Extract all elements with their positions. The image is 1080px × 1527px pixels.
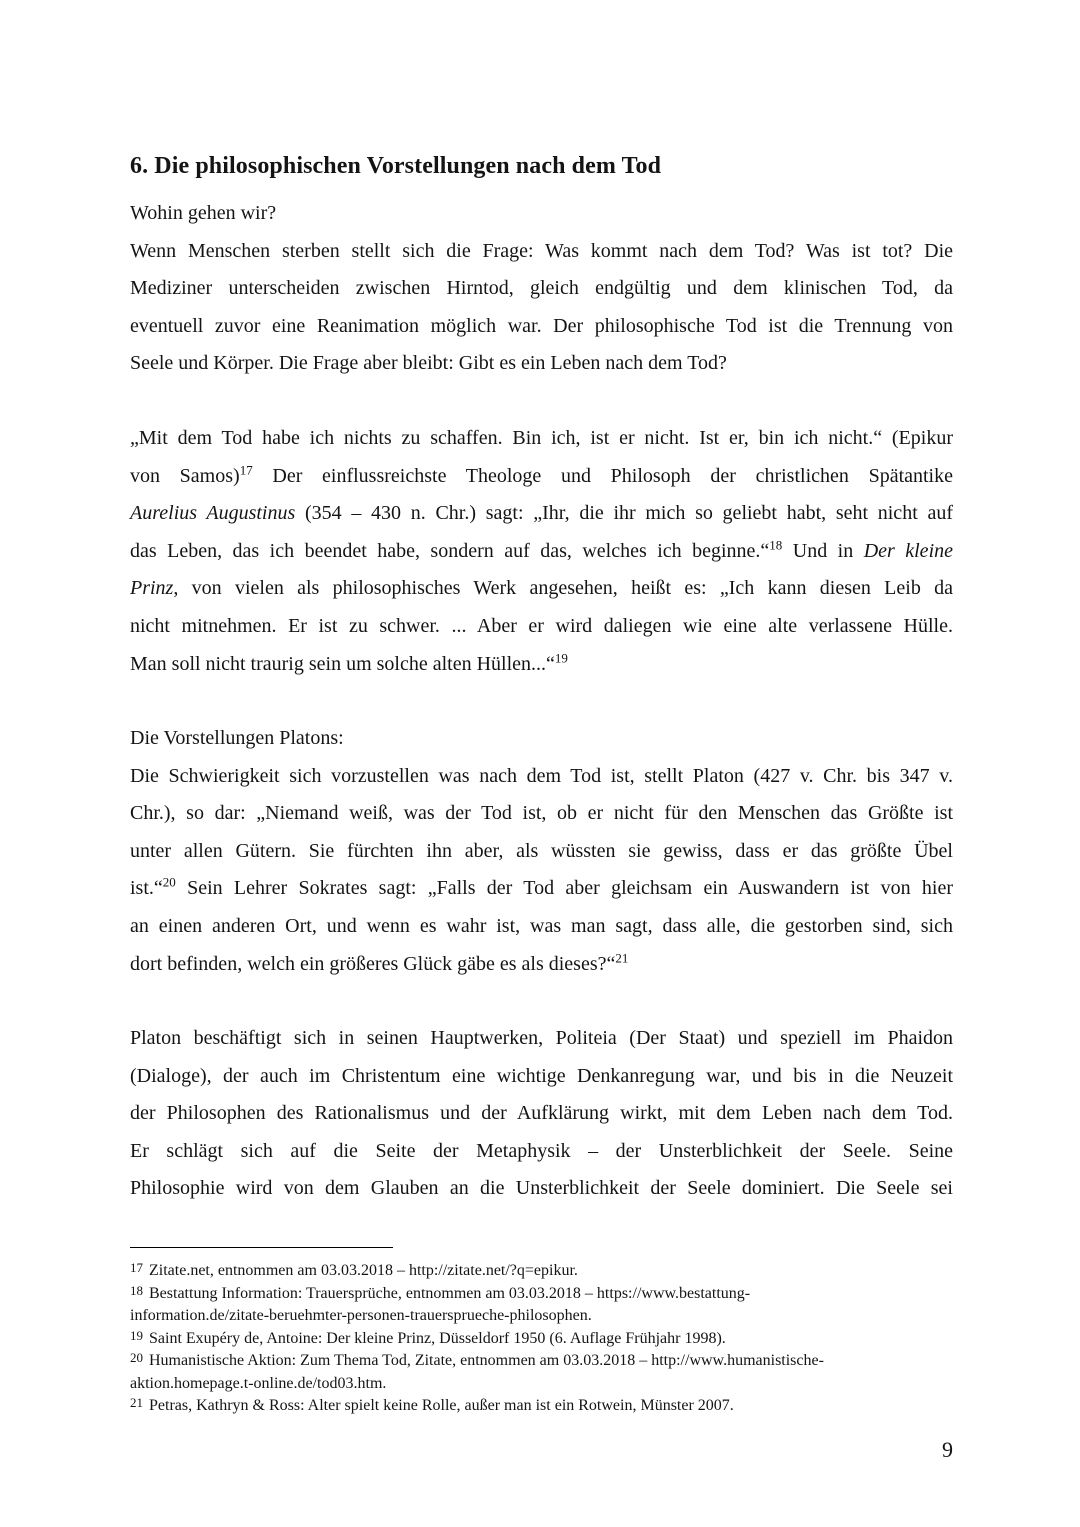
text-line <box>130 495 953 533</box>
text-line: Chr.), so dar: „Niemand weiß, was der Tod ist, ob er nicht für den Menschen das Größte ist <box>130 802 953 825</box>
footnote-ref[interactable]: 21 <box>615 949 629 965</box>
footnote-text: Zitate.net, entnommen am 03.03.2018 – http://zitate.net/?q=epikur. <box>149 1262 578 1279</box>
footnote-divider <box>130 1247 393 1248</box>
footnote-text: Saint Exupéry de, Antoine: Der kleine Prinz, Düsseldorf 1950 (6. Auflage Frühjahr 1998). <box>149 1329 726 1347</box>
footnote-19 <box>130 1328 960 1351</box>
text-line: Die Schwierigkeit sich vorzustellen was nach dem Tod ist, stellt Platon (427 v. Chr. bis 347 v. <box>130 764 953 787</box>
paragraph-intro <box>130 195 953 383</box>
subheading: Wohin gehen wir? <box>130 202 277 224</box>
text-line: (Dialoge), der auch im Christentum eine wichtige Denkanregung war, und bis in die Neuzeit <box>130 1064 953 1087</box>
text-line: nicht mitnehmen. Er ist zu schwer. ... Aber er wird daliegen wie eine alte verlassene Hülle. <box>130 614 953 637</box>
footnote-text: Petras, Kathryn & Ross: Alter spielt keine Rolle, außer man ist ein Rotwein, Münster 2007. <box>149 1397 734 1414</box>
footnote-18 <box>130 1283 960 1328</box>
text-fragment: Man soll nicht traurig sein um solche alten Hüllen...“ <box>130 652 555 675</box>
section-heading: 6. Die philosophischen Vorstellungen nach dem Tod <box>130 153 662 179</box>
text-line: der Philosophen des Rationalismus und der Aufklärung wirkt, mit dem Leben nach dem Tod. <box>130 1102 953 1125</box>
book-title: Prinz <box>130 577 174 600</box>
text-fragment: (354 – 430 n. Chr.) sagt: „Ihr, die ihr mich so geliebt habt, seht nicht auf <box>295 502 953 525</box>
footnote-21 <box>130 1395 960 1418</box>
text-line: unter allen Gütern. Sie fürchten ihn aber, als wüssten sie gewiss, dass er das größte Übel <box>130 839 953 862</box>
text-line <box>130 570 953 608</box>
text-line: Platon beschäftigt sich in seinen Hauptwerken, Politeia (Der Staat) und speziell im Phaidon <box>130 1027 953 1049</box>
footnote-20 <box>130 1350 960 1395</box>
footnote-text-cont: information.de/zitate-beruehmter-personen-trauersprueche-philosophen. <box>130 1307 592 1324</box>
text-line <box>130 870 953 908</box>
paragraph-metaphysik <box>130 1020 953 1208</box>
text-line: Er schlägt sich auf die Seite der Metaphysik – der Unsterblichkeit der Seele. Seine <box>130 1139 953 1162</box>
text-fragment: Und in <box>782 539 864 562</box>
text-line: Wenn Menschen sterben stellt sich die Frage: Was kommt nach dem Tod? Was ist tot? Die <box>130 239 953 262</box>
text-line <box>130 533 953 571</box>
text-fragment: , von vielen als philosophisches Werk angesehen, heißt es: „Ich kann diesen Leib da <box>173 577 953 600</box>
text-line: Philosophie wird von dem Glauben an die Unsterblichkeit der Seele dominiert. Die Seele sei <box>130 1177 953 1200</box>
text-fragment: ist.“ <box>130 877 163 900</box>
footnote-17 <box>130 1260 960 1283</box>
text-fragment: Sein Lehrer Sokrates sagt: „Falls der Tod aber gleichsam ein Auswandern ist von hier <box>175 877 953 900</box>
footnote-number: 19 <box>130 1327 143 1343</box>
footnote-ref[interactable]: 17 <box>239 461 253 477</box>
text-line: „Mit dem Tod habe ich nichts zu schaffen. Bin ich, ist er nicht. Ist er, bin ich nicht.“ (Epikur <box>130 427 953 449</box>
page-number: 9 <box>942 1437 953 1462</box>
paragraph-title: Die Vorstellungen Platons: <box>130 727 344 749</box>
footnotes <box>130 1260 960 1418</box>
footnote-text: Bestattung Information: Trauersprüche, entnommen am 03.03.2018 – https://www.bestattung- <box>149 1284 751 1302</box>
paragraph-platon <box>130 720 953 983</box>
text-line: Mediziner unterscheiden zwischen Hirntod, gleich endgültig und dem klinischen Tod, da <box>130 277 953 300</box>
book-title: Der kleine <box>863 539 953 562</box>
footnote-number: 18 <box>130 1282 143 1298</box>
text-fragment: dort befinden, welch ein größeres Glück gäbe es als dieses?“ <box>130 952 616 975</box>
text-line: an einen anderen Ort, und wenn es wahr ist, was man sagt, dass alle, die gestorben sind, sich <box>130 914 953 937</box>
footnote-ref[interactable]: 20 <box>162 874 176 890</box>
footnote-ref[interactable]: 18 <box>769 537 783 553</box>
footnote-number: 21 <box>130 1395 143 1410</box>
paragraph-quotes <box>130 420 953 683</box>
footnote-ref[interactable]: 19 <box>554 649 568 665</box>
text-line <box>130 646 953 684</box>
text-fragment: das Leben, das ich beendet habe, sondern auf das, welches ich beginne.“ <box>130 539 770 562</box>
person-name: Aurelius Augustinus <box>130 502 296 525</box>
footnote-text: Humanistische Aktion: Zum Thema Tod, Zitate, entnommen am 03.03.2018 – http://www.humanistische- <box>149 1352 824 1369</box>
text-fragment: Der einflussreichste Theologe und Philosoph der christlichen Spätantike <box>252 464 953 487</box>
text-line: Seele und Körper. Die Frage aber bleibt: Gibt es ein Leben nach dem Tod? <box>130 352 727 375</box>
text-line <box>130 458 953 496</box>
text-line <box>130 946 953 984</box>
footnote-number: 17 <box>130 1260 143 1275</box>
footnote-number: 20 <box>130 1350 143 1365</box>
text-fragment: von Samos) <box>130 464 240 487</box>
text-line: eventuell zuvor eine Reanimation möglich war. Der philosophische Tod ist die Trennung von <box>130 314 953 337</box>
footnote-text-cont: aktion.homepage.t-online.de/tod03.htm. <box>130 1374 387 1392</box>
